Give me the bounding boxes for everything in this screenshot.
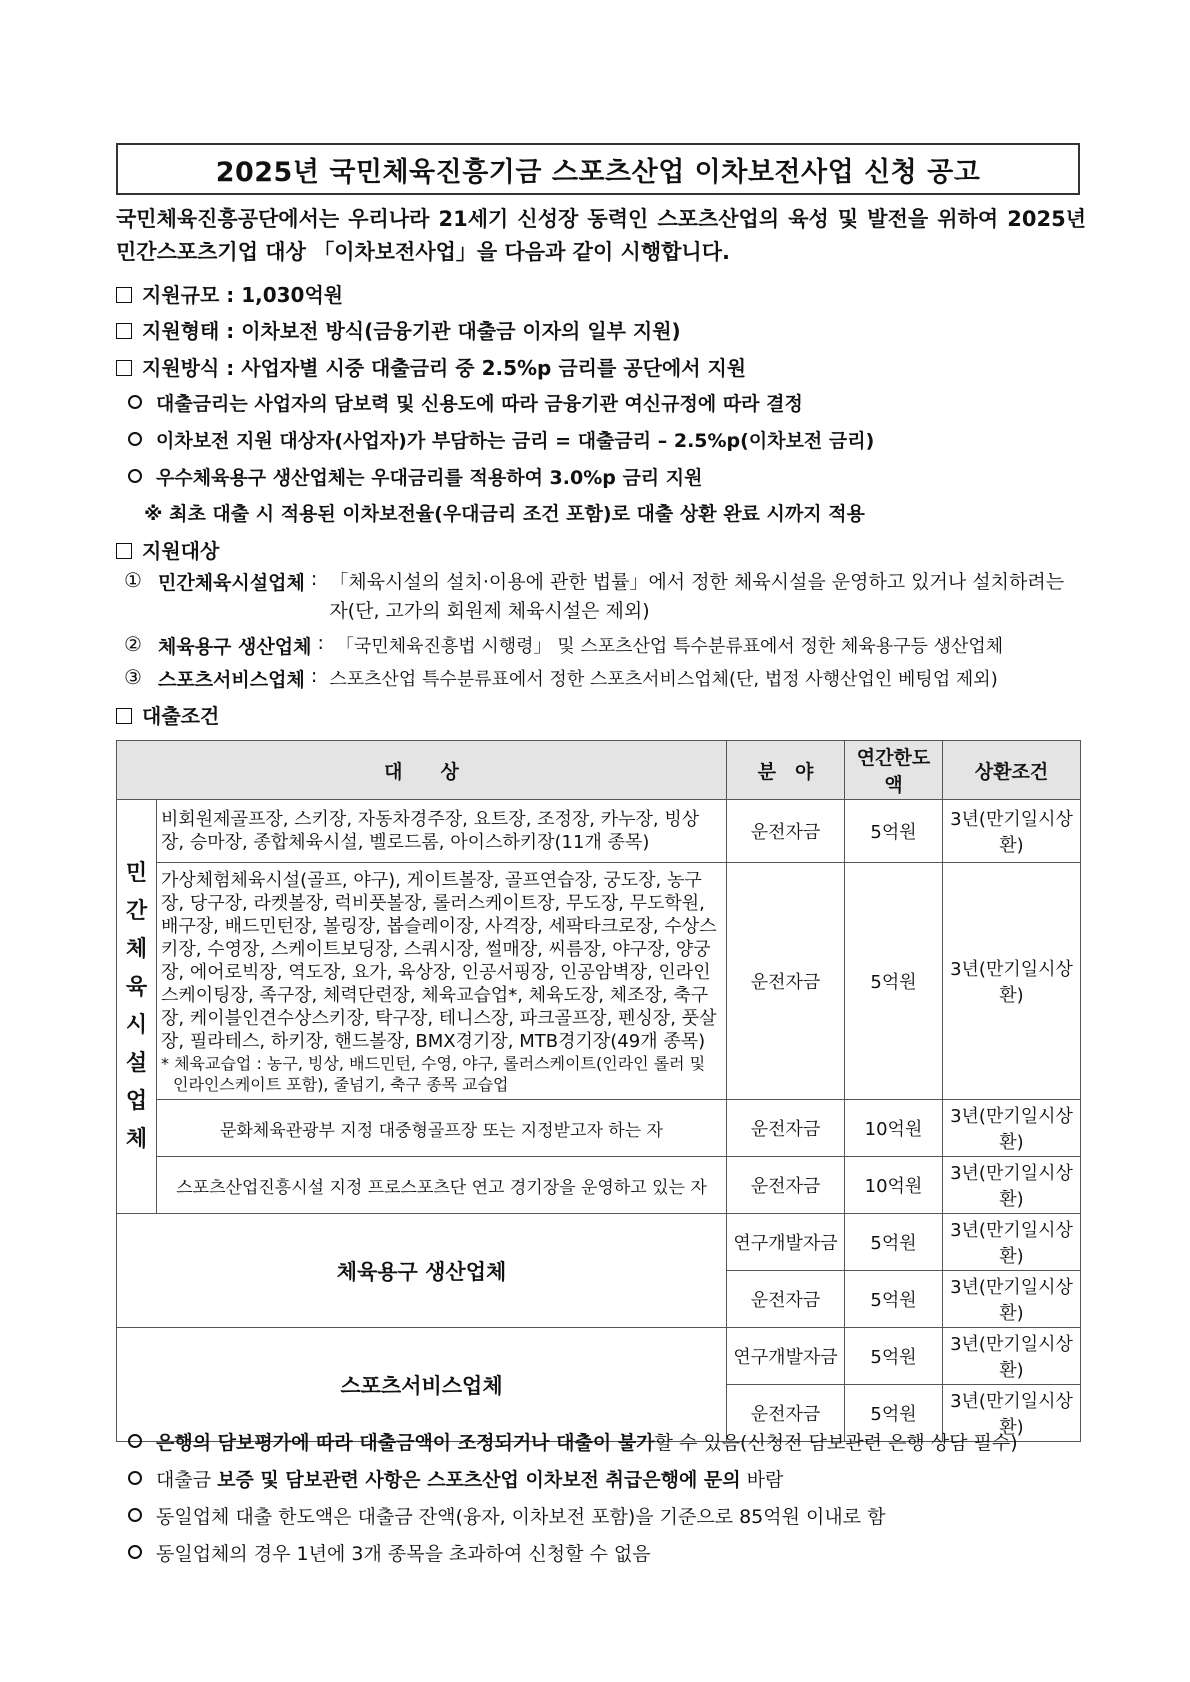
target-item xyxy=(124,568,1084,626)
target-item xyxy=(124,632,1003,659)
method-bullet: 대출금리는 사업자의 담보력 및 신용도에 따라 금융기관 여신규정에 따라 결정 xyxy=(128,389,803,416)
item-method: 지원방식 : 사업자별 시중 대출금리 중 2.5%p 금리를 공단에서 지원 xyxy=(116,352,746,381)
group-label-service: 스포츠서비스업체 xyxy=(117,1328,727,1442)
group-label-facility: 민 간 체 육 시 설 업 체 xyxy=(117,800,157,1214)
target-item xyxy=(124,665,998,692)
target-desc: 「국민체육진흥법 시행령」 및 스포츠산업 특수분류표에서 정한 체육용구등 생산업체 xyxy=(335,636,1004,657)
bullet-circle-icon xyxy=(128,1434,142,1448)
checkbox-square-icon xyxy=(116,287,132,303)
row-limit: 5억원 xyxy=(845,1271,943,1328)
row-limit: 5억원 xyxy=(845,863,943,1100)
row-target-text: 가상체험체육시설(골프, 야구), 게이트볼장, 골프연습장, 궁도장, 농구장, 당구장, 라켓볼장, 럭비풋볼장, 롤러스케이트장, 무도장, 무도학원, 배구장, 배드민턴장, 볼링장, 봅슬레이장, 사격장, 세팍타크로장, 수상스키장, 수영장, 스케이트보딩장, 스쿼시장, 썰매장, 씨름장, 야구장, 양궁장, 에어로빅장, 역도장, 요가, 육상장, 인공서핑장, 인공암벽장, 인라인스케이팅장, 족구장, 체력단련장, 체육교습업*, 체육도장, 체조장, 축구장, 케이블인견수상스키장, 탁구장, 테니스장, 파크골프장, 펜싱장, 풋살장, 필라테스, 하키장, 핸드볼장, BMX경기장, MTB경기장(49개 종목) xyxy=(161,870,717,1052)
row-limit: 10억원 xyxy=(845,1100,943,1157)
target-desc: 「체육시설의 설치·이용에 관한 법률」에서 정한 체육시설을 운영하고 있거나 설치하려는 자(단, 고가의 회원제 체육시설은 제외) xyxy=(329,571,1065,622)
row-repay: 3년(만기일시상환) xyxy=(943,1214,1081,1271)
table-row xyxy=(117,800,1081,863)
target-label: 민간체육시설업체 xyxy=(158,572,305,594)
row-field: 운전자금 xyxy=(727,1271,845,1328)
page-title: 2025년 국민체육진흥기금 스포츠산업 이차보전사업 신청 공고 xyxy=(116,143,1080,195)
target-separator: : xyxy=(304,568,324,590)
bullet-circle-icon xyxy=(128,1471,142,1485)
target-number: ① xyxy=(124,568,142,592)
row-repay: 3년(만기일시상환) xyxy=(943,1100,1081,1157)
row-field: 운전자금 xyxy=(727,1157,845,1214)
bullet-circle-icon xyxy=(128,1508,142,1522)
row-field: 연구개발자금 xyxy=(727,1328,845,1385)
group-label-equipment: 체육용구 생산업체 xyxy=(117,1214,727,1328)
row-target xyxy=(157,863,727,1100)
checkbox-square-icon xyxy=(116,360,132,376)
row-limit: 5억원 xyxy=(845,1214,943,1271)
header-limit: 연간한도액 xyxy=(845,741,943,800)
target-number: ③ xyxy=(124,665,142,689)
row-target: 문화체육관광부 지정 대중형골프장 또는 지정받고자 하는 자 xyxy=(157,1100,727,1157)
checkbox-square-icon xyxy=(116,323,132,339)
bullet-circle-icon xyxy=(128,432,142,446)
item-type: 지원형태 : 이차보전 방식(금융기관 대출금 이자의 일부 지원) xyxy=(116,315,681,344)
table-row xyxy=(117,1328,1081,1385)
row-repay: 3년(만기일시상환) xyxy=(943,800,1081,863)
row-repay: 3년(만기일시상환) xyxy=(943,1271,1081,1328)
row-repay: 3년(만기일시상환) xyxy=(943,1328,1081,1385)
row-limit: 10억원 xyxy=(845,1157,943,1214)
footer-bullet: 동일업체 대출 한도액은 대출금 잔액(융자, 이차보전 포함)을 기준으로 85억원 이내로 함 xyxy=(128,1502,885,1529)
row-field: 운전자금 xyxy=(727,1385,845,1442)
table-row xyxy=(117,863,1081,1100)
row-repay: 3년(만기일시상환) xyxy=(943,863,1081,1100)
bullet-circle-icon xyxy=(128,395,142,409)
footer-bullet: 은행의 담보평가에 따라 대출금액이 조정되거나 대출이 불가할 수 있음(신청전 담보관련 은행 상담 필수) xyxy=(128,1428,1018,1455)
targets-heading: 지원대상 xyxy=(116,535,219,564)
row-repay: 3년(만기일시상환) xyxy=(943,1385,1081,1442)
row-target: 비회원제골프장, 스키장, 자동차경주장, 요트장, 조정장, 카누장, 빙상장, 승마장, 종합체육시설, 벨로드롬, 아이스하키장(11개 종목) xyxy=(157,800,727,863)
row-field: 운전자금 xyxy=(727,1100,845,1157)
bullet-circle-icon xyxy=(128,1545,142,1559)
row-limit: 5억원 xyxy=(845,1328,943,1385)
method-bullet: 우수체육용구 생산업체는 우대금리를 적용하여 3.0%p 금리 지원 xyxy=(128,463,702,490)
row-limit: 5억원 xyxy=(845,800,943,863)
table-row xyxy=(117,1100,1081,1157)
item-scale: 지원규모 : 1,030억원 xyxy=(116,279,343,308)
bullet-circle-icon xyxy=(128,469,142,483)
table-row xyxy=(117,1214,1081,1271)
row-repay: 3년(만기일시상환) xyxy=(943,1157,1081,1214)
intro-paragraph: 국민체육진흥공단에서는 우리나라 21세기 신성장 동력인 스포츠산업의 육성 및 발전을 위하여 2025년 민간스포츠기업 대상 「이차보전사업」을 다음과 같이 시행합니다. xyxy=(116,207,1086,264)
table-header-row xyxy=(117,741,1081,800)
method-note: ※ 최초 대출 시 적용된 이차보전율(우대금리 조건 포함)로 대출 상환 완료 시까지 적용 xyxy=(144,503,865,525)
target-desc: 스포츠산업 특수분류표에서 정한 스포츠서비스업체(단, 법정 사행산업인 베팅업 제외) xyxy=(329,669,998,690)
target-separator: : xyxy=(304,665,324,687)
footer-bullet: 동일업체의 경우 1년에 3개 종목을 초과하여 신청할 수 없음 xyxy=(128,1539,651,1566)
table-row xyxy=(117,1157,1081,1214)
row-target-note: * 체육교습업 : 농구, 빙상, 배드민턴, 수영, 야구, 롤러스케이트(인라인 롤러 및 인라인스케이트 포함), 줄넘기, 축구 종목 교습업 xyxy=(161,1054,706,1094)
target-label: 스포츠서비스업체 xyxy=(158,669,305,691)
row-field: 운전자금 xyxy=(727,863,845,1100)
row-field: 운전자금 xyxy=(727,800,845,863)
loan-heading: 대출조건 xyxy=(116,700,219,729)
checkbox-square-icon xyxy=(116,708,132,724)
method-bullet: 이차보전 지원 대상자(사업자)가 부담하는 금리 = 대출금리 – 2.5%p(이차보전 금리) xyxy=(128,426,874,453)
header-field: 분 야 xyxy=(727,741,845,800)
header-target: 대 상 xyxy=(117,741,727,800)
row-target: 스포츠산업진흥시설 지정 프로스포츠단 연고 경기장을 운영하고 있는 자 xyxy=(157,1157,727,1214)
footer-bullet: 대출금 보증 및 담보관련 사항은 스포츠산업 이차보전 취급은행에 문의 바람 xyxy=(128,1465,783,1492)
target-label: 체육용구 생산업체 xyxy=(158,636,312,658)
checkbox-square-icon xyxy=(116,543,132,559)
loan-conditions-table xyxy=(116,740,1081,1442)
header-repay: 상환조건 xyxy=(943,741,1081,800)
target-separator: : xyxy=(311,632,330,654)
row-limit: 5억원 xyxy=(845,1385,943,1442)
row-field: 연구개발자금 xyxy=(727,1214,845,1271)
target-number: ② xyxy=(124,632,142,656)
